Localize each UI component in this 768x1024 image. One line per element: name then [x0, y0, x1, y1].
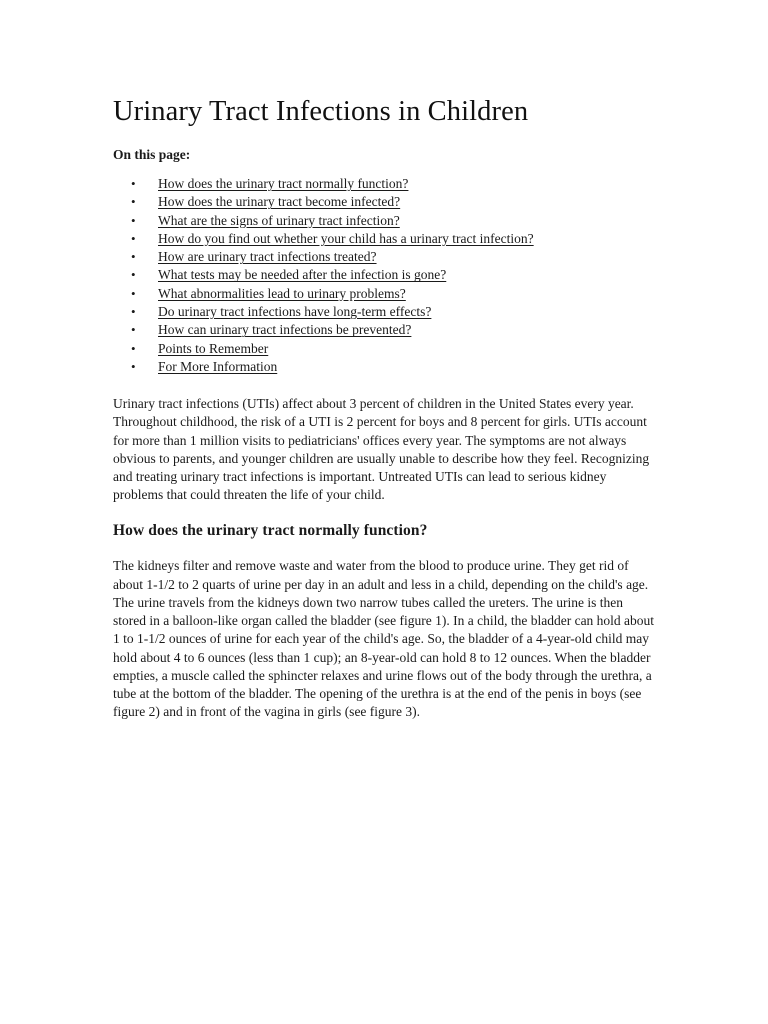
bullet-icon: •	[131, 285, 136, 301]
toc-link-normal-function[interactable]: How does the urinary tract normally function?	[158, 176, 409, 191]
bullet-icon: •	[131, 212, 136, 228]
intro-paragraph: Urinary tract infections (UTIs) affect about 3 percent of children in the United States every year. Throughout childhood, the risk of a UTI is 2 percent for boys and 8 percent for girls. UTIs account for more than 1 million visits to pediatricians' offices every year. The symptoms are not always obvious to parents, and younger children are usually unable to describe how they feel. Recognizing and treating urinary tract infections is important. Untreated UTIs can lead to serious kidney problems that could threaten the life of your child.	[113, 396, 650, 503]
toc-item	[131, 175, 658, 193]
bullet-icon: •	[131, 267, 136, 283]
toc-item	[131, 248, 658, 266]
document-page	[113, 93, 658, 721]
bullet-icon: •	[131, 358, 136, 374]
table-of-contents	[113, 175, 658, 376]
toc-item	[131, 321, 658, 339]
bullet-icon: •	[131, 194, 136, 210]
bullet-icon: •	[131, 176, 136, 191]
toc-link-signs[interactable]: What are the signs of urinary tract infection?	[158, 212, 400, 228]
section-paragraph: The kidneys filter and remove waste and water from the blood to produce urine. They get rid of about 1-1/2 to 2 quarts of urine per day in an adult and less in a child, depending on the child's age. The urine travels from the kidneys down two narrow tubes called the ureters. The urine is then stored in a balloon-like organ called the bladder (see figure 1). In a child, the bladder can hold about 1 to 1-1/2 ounces of urine for each year of the child's age. So, the bladder of a 4-year-old child may hold about 4 to 6 ounces (less than 1 cup); an 8-year-old can hold 8 to 12 ounces. When the bladder empties, a muscle called the sphincter relaxes and urine flows out of the body through the urethra, a tube at the bottom of the bladder. The opening of the urethra is at the end of the penis in boys (see figure 2) and in front of the vagina in girls (see figure 3).	[113, 558, 655, 720]
on-this-page-label: On this page:	[113, 147, 191, 162]
page-title: Urinary Tract Infections in Children	[113, 96, 529, 127]
bullet-icon: •	[131, 249, 136, 265]
toc-item	[131, 285, 658, 303]
toc-link-find-out[interactable]: How do you find out whether your child has a urinary tract infection?	[158, 230, 534, 246]
toc-item	[131, 193, 658, 211]
toc-link-prevented[interactable]: How can urinary tract infections be prevented?	[158, 322, 412, 338]
toc-link-tests[interactable]: What tests may be needed after the infection is gone?	[158, 267, 447, 283]
toc-item	[131, 230, 658, 248]
toc-item	[131, 340, 658, 358]
bullet-icon: •	[131, 340, 136, 356]
toc-item	[131, 358, 658, 376]
toc-link-points-to-remember[interactable]: Points to Remember	[158, 340, 269, 356]
toc-link-become-infected[interactable]: How does the urinary tract become infected?	[158, 194, 401, 210]
bullet-icon: •	[131, 230, 136, 246]
toc-item	[131, 266, 658, 284]
toc-link-long-term-effects[interactable]: Do urinary tract infections have long-term effects?	[158, 304, 432, 320]
bullet-icon: •	[131, 322, 136, 338]
toc-link-abnormalities[interactable]: What abnormalities lead to urinary problems?	[158, 285, 406, 301]
toc-item	[131, 303, 658, 321]
toc-link-more-information[interactable]: For More Information	[158, 358, 278, 374]
toc-link-treated[interactable]: How are urinary tract infections treated?	[158, 249, 377, 265]
bullet-icon: •	[131, 304, 136, 320]
toc-item	[131, 212, 658, 230]
section-heading: How does the urinary tract normally function?	[113, 522, 428, 540]
